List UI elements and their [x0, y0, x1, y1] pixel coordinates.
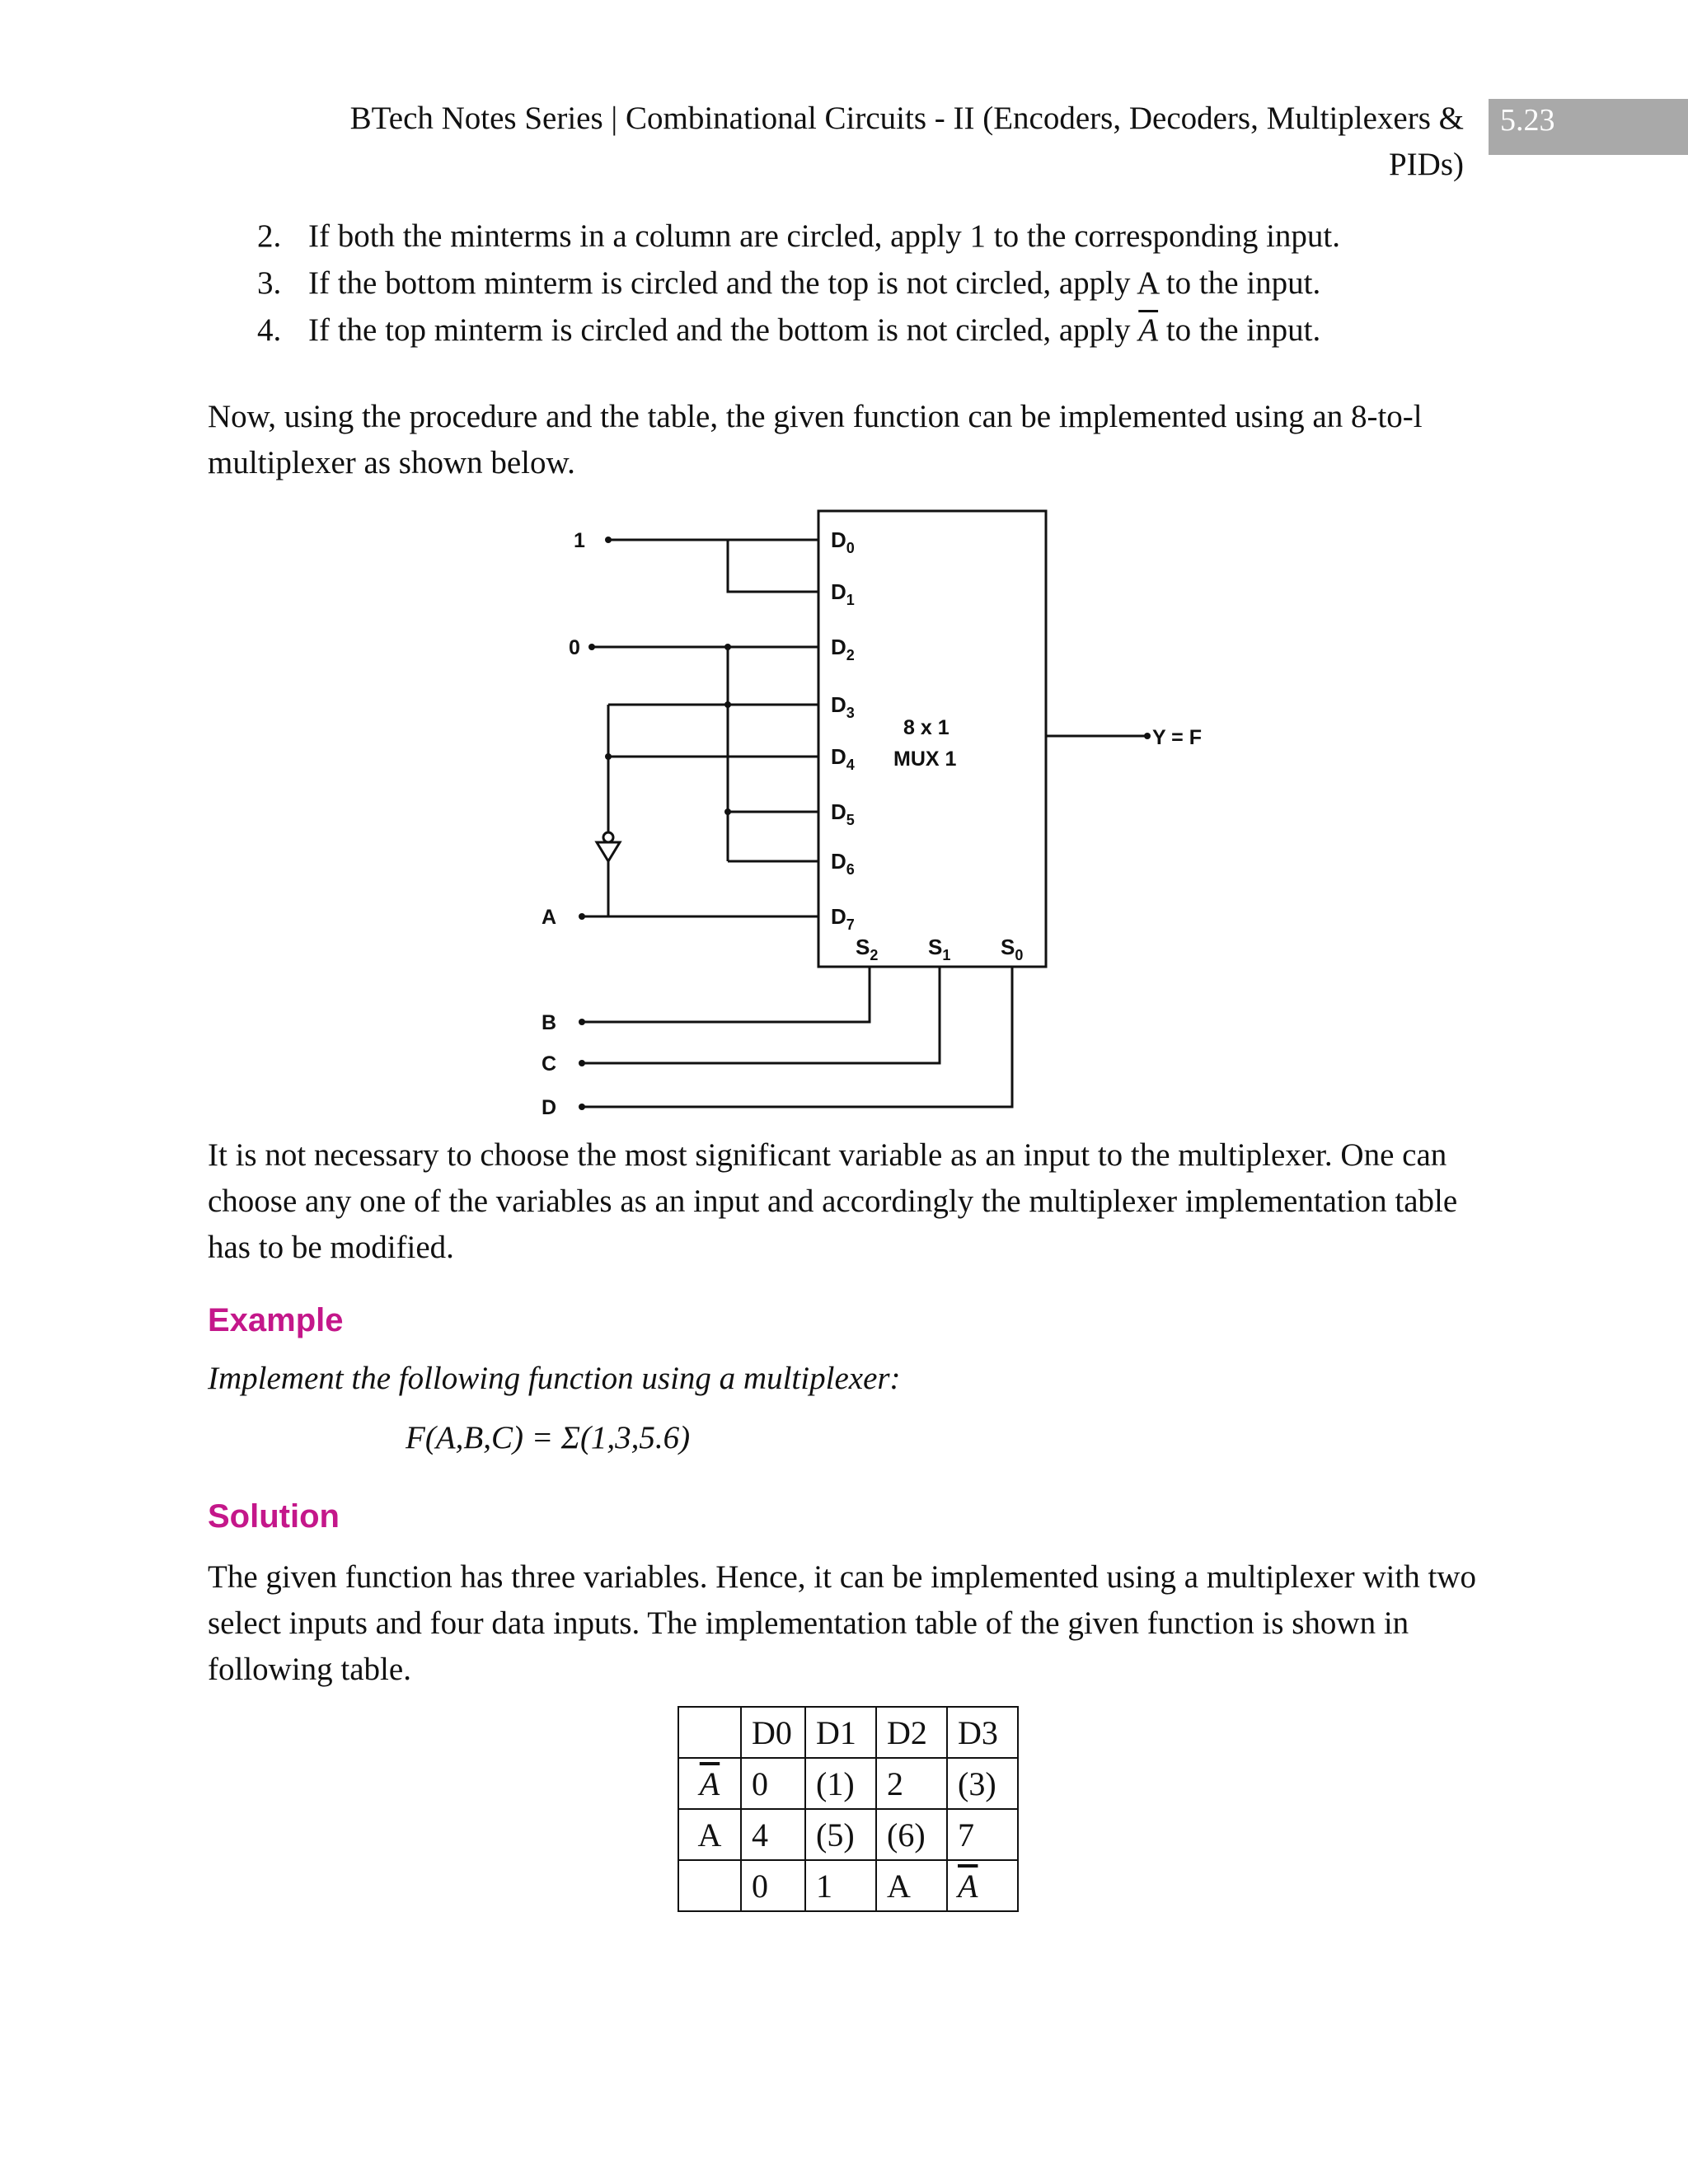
- column-header: D1: [805, 1707, 876, 1758]
- step-item: [257, 307, 1340, 354]
- mux-input-d2: $D_2$: [831, 635, 855, 663]
- mux-input-d5: $D_5$: [831, 799, 855, 828]
- table-cell: 1: [805, 1860, 876, 1911]
- input-a-label: A: [542, 906, 557, 929]
- mux-label-line1: 8 x 1: [903, 716, 950, 739]
- example-heading: Example: [208, 1302, 344, 1338]
- table-cell: 0: [741, 1860, 805, 1911]
- mux-input-d7: $D_7$: [831, 904, 855, 933]
- table-cell: 0: [741, 1758, 805, 1809]
- mux-input-d4: $D_4$: [831, 744, 855, 773]
- table-row: [678, 1809, 1018, 1860]
- row-label-empty: [678, 1860, 741, 1911]
- input-c-label: C: [542, 1052, 557, 1076]
- step-text-tail: to the input.: [1165, 312, 1321, 348]
- running-header: BTech Notes Series | Combinational Circuits - II (Encoders, Decoders, Multiplexers & PIDs): [349, 101, 1464, 182]
- table-corner-cell: [678, 1707, 741, 1758]
- mux-input-d1: $D_1$: [831, 579, 855, 608]
- mux-select-s0: $S_0$: [1001, 935, 1024, 963]
- table-header-row: [678, 1707, 1018, 1758]
- step-text: If the bottom minterm is circled and the top is not circled, apply A to the input.: [308, 265, 1321, 301]
- step-number: 4.: [257, 312, 282, 348]
- input-d-label: D: [542, 1096, 557, 1119]
- column-header: D3: [947, 1707, 1018, 1758]
- step-item: [257, 260, 1340, 307]
- table-cell: A: [876, 1860, 947, 1911]
- row-label-a: A: [678, 1809, 741, 1860]
- intro-paragraph: Now, using the procedure and the table, the given function can be implemented using an 8-to-l multiplexer as shown below.: [208, 399, 1423, 480]
- mux-input-d3: $D_3$: [831, 692, 855, 721]
- note-paragraph: It is not necessary to choose the most significant variable as an input to the multiplexer. One can choose any one of the variables as an input and accordingly the multiplexer implementation table has to be modified.: [208, 1137, 1458, 1265]
- table-row: [678, 1758, 1018, 1809]
- input-zero-label: 0: [569, 636, 580, 659]
- step-text: If both the minterms in a column are circled, apply 1 to the corresponding input.: [308, 218, 1340, 254]
- column-header: D2: [876, 1707, 947, 1758]
- step-number: 2.: [257, 218, 282, 254]
- column-header: D0: [741, 1707, 805, 1758]
- mux-select-s1: $S_1$: [928, 935, 951, 963]
- input-b-label: B: [542, 1011, 557, 1034]
- table-cell: $\overline{A}$: [947, 1860, 1018, 1911]
- page-number-badge: 5.23: [1489, 99, 1688, 155]
- output-label: Y = F: [1152, 726, 1202, 749]
- input-one-label: 1: [574, 529, 585, 552]
- mux-label-line2: MUX 1: [893, 748, 957, 771]
- step-text: If the top minterm is circled and the bottom is not circled, apply: [308, 312, 1131, 348]
- table-cell: 2: [876, 1758, 947, 1809]
- procedure-steps: [257, 213, 1340, 354]
- table-cell: (5): [805, 1809, 876, 1860]
- example-prompt: Implement the following function using a multiplexer:: [208, 1361, 901, 1396]
- row-label-a-complement: $\overline{A}$: [678, 1758, 741, 1809]
- mux-input-d6: $D_6$: [831, 849, 855, 878]
- step-item: [257, 213, 1340, 260]
- table-cell: 4: [741, 1809, 805, 1860]
- mux-input-d0: $D_0$: [831, 527, 855, 556]
- implementation-table: [678, 1706, 1019, 1912]
- mux-circuit-diagram: [462, 494, 1253, 1121]
- mux-select-s2: $S_2$: [856, 935, 879, 963]
- table-cell: (6): [876, 1809, 947, 1860]
- step-number: 3.: [257, 265, 282, 301]
- a-complement-symbol: $\overline{A}$: [1138, 312, 1159, 348]
- example-function: F(A,B,C) = Σ(1,3,5.6): [406, 1420, 691, 1455]
- table-row: [678, 1860, 1018, 1911]
- solution-heading: Solution: [208, 1498, 340, 1535]
- table-cell: 7: [947, 1809, 1018, 1860]
- solution-paragraph: The given function has three variables. Hence, it can be implemented using a multiplexer with two select inputs and four data inputs. The implementation table of the given function is shown in following table.: [208, 1559, 1476, 1687]
- table-cell: (1): [805, 1758, 876, 1809]
- table-cell: (3): [947, 1758, 1018, 1809]
